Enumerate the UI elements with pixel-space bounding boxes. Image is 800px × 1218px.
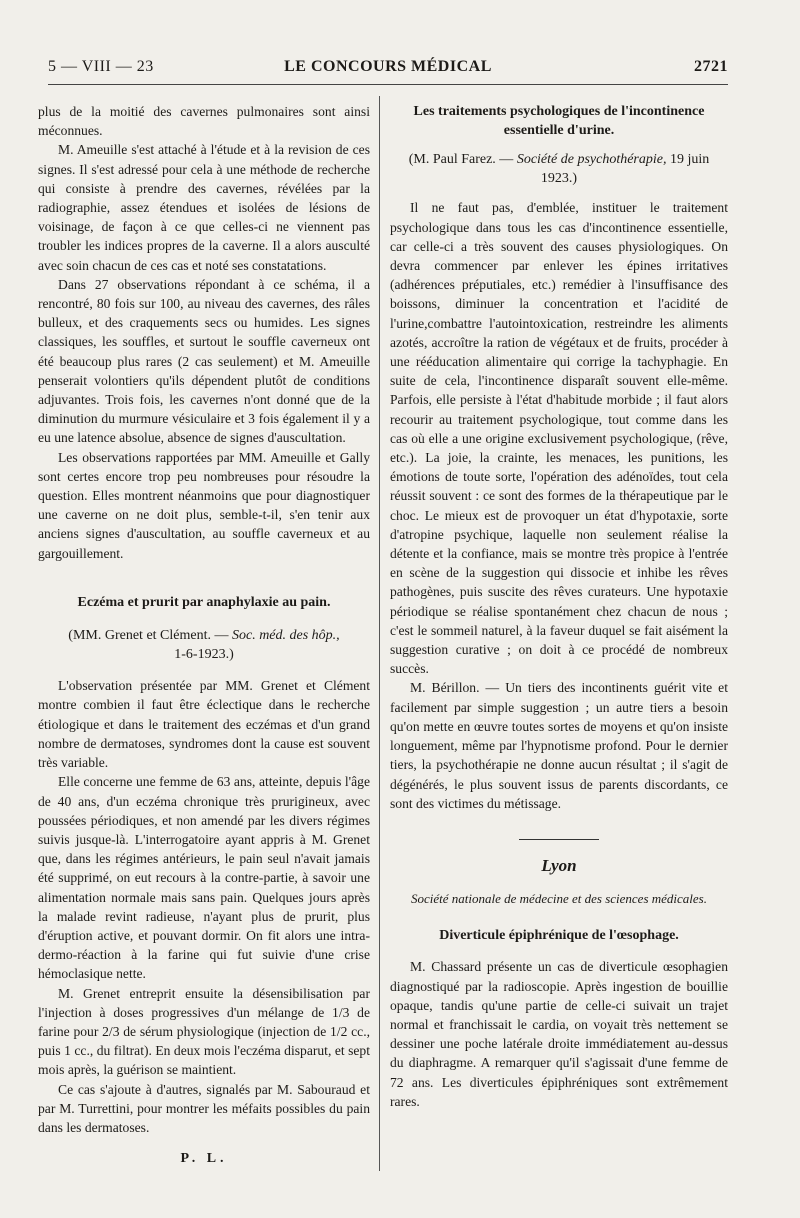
paragraph: Il ne faut pas, d'emblée, instituer le traitement psychologique dans tous les cas d'incontinence essentielle, car celle-ci a très souvent des causes physiologiques. On devra commencer par enlever les épines irritatives (adhérences préputiales, etc.) remédier à l'insuffisance des boissons, diminuer la concentration et l'acidité de l'urine,combattre l'autointoxication, restreindre les aliments azotés, accroître la ration de végétaux et de fruits, procéder à une rééducation alimentaire qui corrige la tachyphagie. En suite de cela, l'incontinence disparaît souvent elle-même. Parfois, elle persiste à l'état d'habitude morbide ; il faut alors recourir au traitement psychologique, tout comme dans les cas où elle a une origine exclusivement psychologique, (rêve, etc.). La joie, la crainte, les menaces, les punitions, les émotions de toute sorte, l'opération des adénoïdes, tout cela réussit souvent : ce sont des formes de la thérapeutique par le choc. Le mieux est de provoquer un état d'hypotaxie, sorte d'atropine psychique, laquelle non seulement réalise la détente et la confiance, mais se montre très propice à l'entrée en scène de la suggestion qui dissocie et inhibe les rêves pathogènes, puis suscite des rêves curateurs. Une hypotaxie périodique se réalise spontanément chez chacun de nous ; c'est le sommeil naturel, à la faveur duquel se fait aisément la suggestion curative ; on doit à ce procédé de nombreux succès. — [390, 200, 728, 677]
ref-authors: (MM. Grenet et Clément. — — [68, 627, 232, 643]
ref-author: (M. Paul Farez. — — [408, 152, 517, 167]
city-heading: Lyon — [541, 855, 577, 875]
paragraph: plus de la moitié des cavernes pulmonaires sont ainsi méconnues. — [38, 104, 370, 139]
paragraph: Elle concerne une femme de 63 ans, atteinte, depuis l'âge de 40 ans, d'un eczéma chronique très prurigineux, avec poussées périodiques, et non amendé par les divers régimes suivis jusque-là. L'interrogatoire ayant appris à M. Grenet que, dans les régimes antérieurs, le pain seul n'avait jamais été supprimé, on eut recours à la contre-partie, à savoir une alimentation normale mais sans pain. Quelques jours après la malade revint radieuse, n'ayant plus de prurit, plus d'éruption active, et pouvant dormir. On fit alors une intra-dermo-réaction à la farine qui fut suivie d'une crise hémoclasique nette. — [38, 774, 370, 982]
paragraph: M. Chassard présente un cas de diverticule œsophagien diagnostiqué par la radioscopie. Après ingestion de bouillie opaque, tandis qu'une partie de celle-ci suivait un trajet normal et franchissait le cardia, on voyait très nettement se dessiner une poche latérale droite immédiatement au-dessus du diaphragme. A remarquer qu'il s'agissait d'une femme de 72 ans. Les diverticules épiphréniques sont extrêmement rares. — [390, 959, 728, 1109]
issue-date: 5 — VIII — 23 — [48, 58, 154, 75]
ref-date: 19 juin 1923.) — [540, 152, 710, 187]
paragraph: Dans 27 observations répondant à ce schéma, il a rencontré, 80 fois sur 100, au niveau des cavernes, des râles bulleux, et des craquements secs ou humides. Les signes classiques, les souffles, et surtout le souffle caverneux ont été beaucoup plus rares (2 cas seulement) et M. Ameuille penserait volontiers qu'ils dépendent plutôt de conditions adjuvantes. Trois fois, les cavernes n'ont donné que de la diminution du murmure vésiculaire et 3 fois également il y a eu une latence absolue, absence de signes d'auscultation. — [38, 276, 370, 446]
society-name: Société nationale de médecine et des sciences médicales. — [411, 891, 707, 907]
ref-source: Soc. méd. des hôp., — [231, 627, 340, 643]
section-title-incontinence: Les traitements psychologiques de l'incontinence essentielle d'urine. — [413, 104, 705, 138]
journal-title: LE CONCOURS MÉDICAL — [284, 58, 492, 75]
paragraph: L'observation présentée par MM. Grenet et Clément montre combien il faut être éclectique dans le recherche étiologique et dans le traitement des eczémas et d'un grand nombre de dermatoses, syndromes dont la cause est souvent très variable. — [38, 678, 370, 771]
paragraph: M. Ameuille s'est attaché à l'étude et à la revision de ces signes. Il s'est adressé pour cela à une méthode de recherche qui consiste à prendre des cavernes, révélées par la radiographie, assez étendues et isolées de lésions de voisinage, de façon à ce que celles-ci ne viennent pas troubler les indices propres de la caverne. Il a alors ausculté avec soin chacun de ces cas et noté ses constatations. — [38, 142, 370, 273]
column-divider — [379, 96, 380, 1171]
paragraph: Ce cas s'ajoute à d'autres, signalés par M. Sabouraud et par M. Turrettini, pour montrer les méfaits possibles du pain dans les dermatoses. — [38, 1081, 370, 1135]
ref-date: 1-6-1923.) — [174, 647, 234, 663]
page-header — [48, 58, 728, 82]
section-reference — [390, 150, 728, 188]
header-rule — [48, 84, 728, 85]
paragraph: M. Bérillon. — Un tiers des incontinents guérit vite et facilement par simple suggestion ; un autre tiers a besoin qu'on mette en œuvre toutes sortes de moyens et qu'on insiste longuement, même par l'hypnotisme profond. Pour le dernier tiers, la psychothérapie ne donne aucun résultat ; il s'agit de dégénérés, le plus souvent issus de parents discordants, ce sont des victimes du métissage. — [390, 680, 728, 811]
section-reference — [38, 626, 370, 664]
paragraph: Les observations rapportées par MM. Ameuille et Gally sont certes encore trop peu nombreuses pour résoudre la question. Elles montrent néanmoins que pour diagnostiquer une caverne on ne doit plus, semble-t-il, s'en tenir aux anciens signes d'auscultation, au souffle caverneux et au gargouillement. — [38, 449, 370, 561]
section-title-diverticule: Diverticule épiphrénique de l'œsophage. — [439, 928, 679, 944]
right-column — [390, 102, 728, 1111]
signature: P. L. — [180, 1151, 228, 1167]
page-number: 2721 — [694, 58, 728, 75]
ref-source: Société de psychothérapie, — [516, 152, 667, 167]
paragraph: M. Grenet entreprit ensuite la désensibilisation par l'injection à doses progressives d'un mélange de 1/3 de farine pour 2/3 de sérum physiologique (injection de 1/2 cc., puis 1 cc., du filtrat). En deux mois l'eczéma disparut, et sept mois après, la guérison se maintient. — [38, 985, 370, 1078]
section-title-eczema: Eczéma et prurit par anaphylaxie au pain. — [77, 594, 331, 610]
left-column — [38, 102, 370, 1168]
